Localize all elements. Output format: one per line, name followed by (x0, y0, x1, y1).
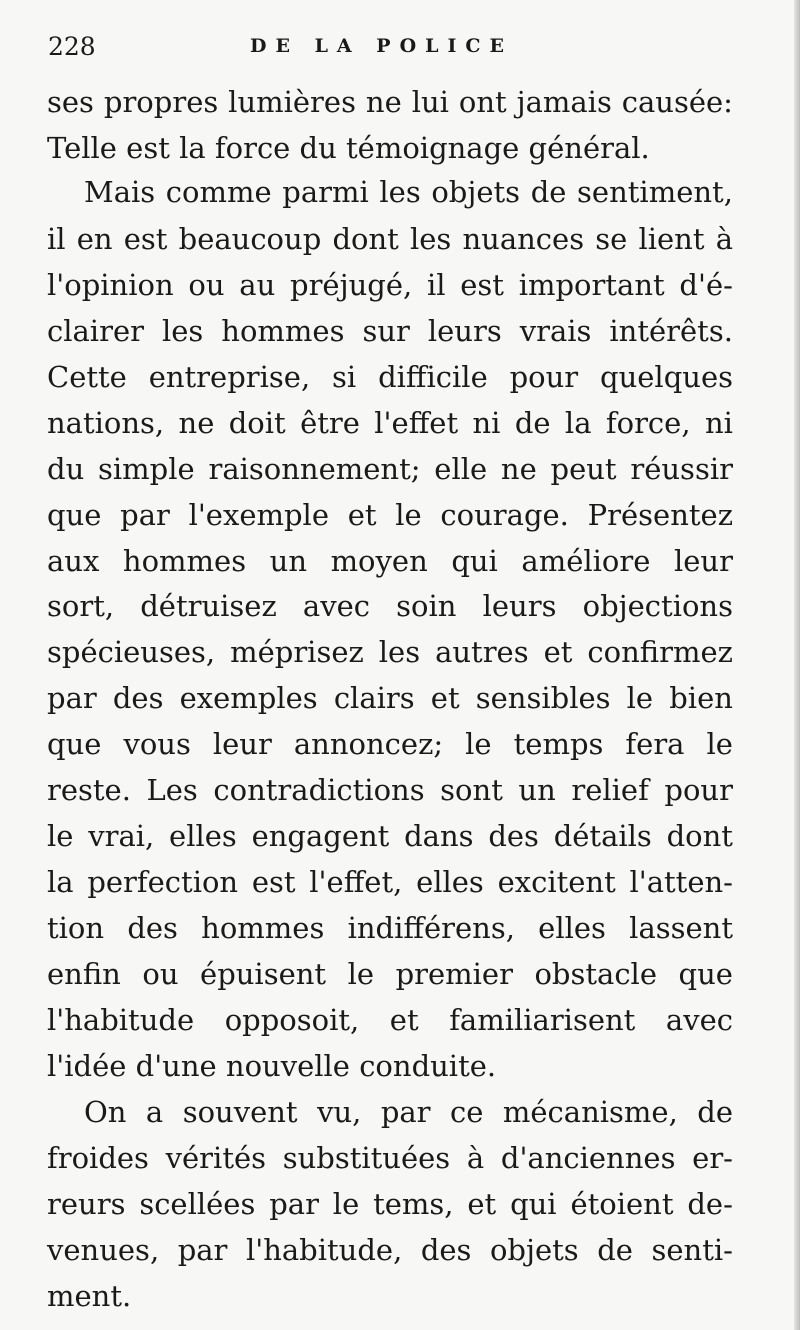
page-header (40, 26, 780, 66)
text-line: il en est beaucoup dont les nuances se lient à (47, 222, 733, 256)
text-line: ment. (47, 1279, 132, 1313)
text-line: reurs scellées par le tems, et qui étoient de- (47, 1187, 733, 1221)
text-line: enfin ou épuisent le premier obstacle que (47, 957, 733, 991)
text-line: On a souvent vu, par ce mécanisme, de (84, 1095, 733, 1129)
text-line: le vrai, elles engagent dans des détails dont (47, 819, 733, 853)
text-line: Telle est la force du témoignage général. (47, 131, 650, 165)
text-line: froides vérités substituées à d'anciennes er- (47, 1141, 733, 1175)
text-line: par des exemples clairs et sensibles le bien (47, 681, 733, 715)
text-line: tion des hommes indifférens, elles lassent (47, 911, 733, 945)
text-line: l'idée d'une nouvelle conduite. (47, 1049, 497, 1083)
text-line: Mais comme parmi les objets de sentiment, (84, 175, 733, 209)
text-line: l'habitude opposoit, et familiarisent avec (47, 1003, 733, 1037)
page-number: 228 (48, 32, 96, 61)
text-line: du simple raisonnement; elle ne peut réussir (47, 452, 733, 486)
page-edge-shadow (794, 0, 800, 1330)
text-line: Cette entreprise, si difficile pour quelques (47, 360, 733, 394)
text-line: venues, par l'habitude, des objets de senti- (47, 1233, 733, 1267)
text-line: que vous leur annoncez; le temps fera le (47, 727, 733, 761)
text-line: nations, ne doit être l'effet ni de la force, ni (47, 406, 733, 440)
text-line: clairer les hommes sur leurs vrais intérêts. (47, 314, 733, 348)
text-line: que par l'exemple et le courage. Présentez (47, 498, 733, 532)
text-line: reste. Les contradictions sont un relief pour (47, 773, 733, 807)
text-line: ses propres lumières ne lui ont jamais causée: (47, 85, 733, 119)
text-line: l'opinion ou au préjugé, il est important d'é- (47, 268, 733, 302)
running-head: DE LA POLICE (250, 35, 513, 57)
text-line: la perfection est l'effet, elles excitent l'atten- (47, 865, 733, 899)
text-line: aux hommes un moyen qui améliore leur (47, 544, 733, 578)
text-line: spécieuses, méprisez les autres et confirmez (47, 635, 733, 669)
text-line: sort, détruisez avec soin leurs objections (47, 589, 733, 623)
